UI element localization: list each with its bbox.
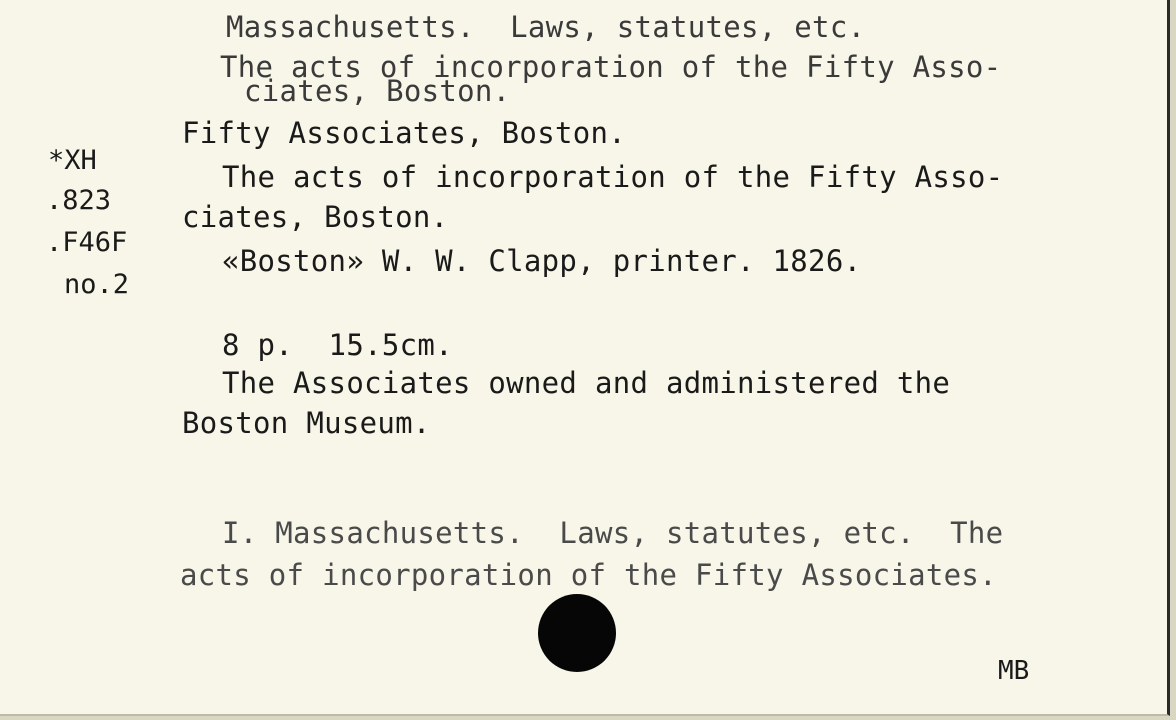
call-number-line-2: .823	[46, 185, 112, 216]
tracing-line-2: acts of incorporation of the Fifty Associates.	[180, 558, 997, 592]
title-line-1: The acts of incorporation of the Fifty Asso-	[222, 160, 1004, 194]
note-line-2: Boston Museum.	[182, 406, 431, 440]
note-line-1: The Associates owned and administered the	[222, 366, 951, 400]
title-line-2: ciates, Boston.	[182, 200, 449, 234]
imprint: «Boston» W. W. Clapp, printer. 1826.	[222, 244, 862, 278]
punch-hole	[538, 594, 616, 672]
holding-symbol: MB	[998, 656, 1030, 686]
call-number-line-4: no.2	[64, 269, 130, 300]
call-number-line-1: *XH	[48, 145, 97, 176]
added-entry-title-line-1: The acts of incorporation of the Fifty Asso-	[220, 50, 1002, 84]
added-entry-title-line-2: ciates, Boston.	[244, 74, 511, 108]
added-entry-heading: Massachusetts. Laws, statutes, etc.	[226, 10, 866, 44]
tracing-line-1: I. Massachusetts. Laws, statutes, etc. The	[222, 516, 1004, 550]
main-entry: Fifty Associates, Boston.	[182, 116, 626, 150]
collation: 8 p. 15.5cm.	[222, 328, 453, 362]
call-number-line-3: .F46F	[46, 227, 128, 258]
